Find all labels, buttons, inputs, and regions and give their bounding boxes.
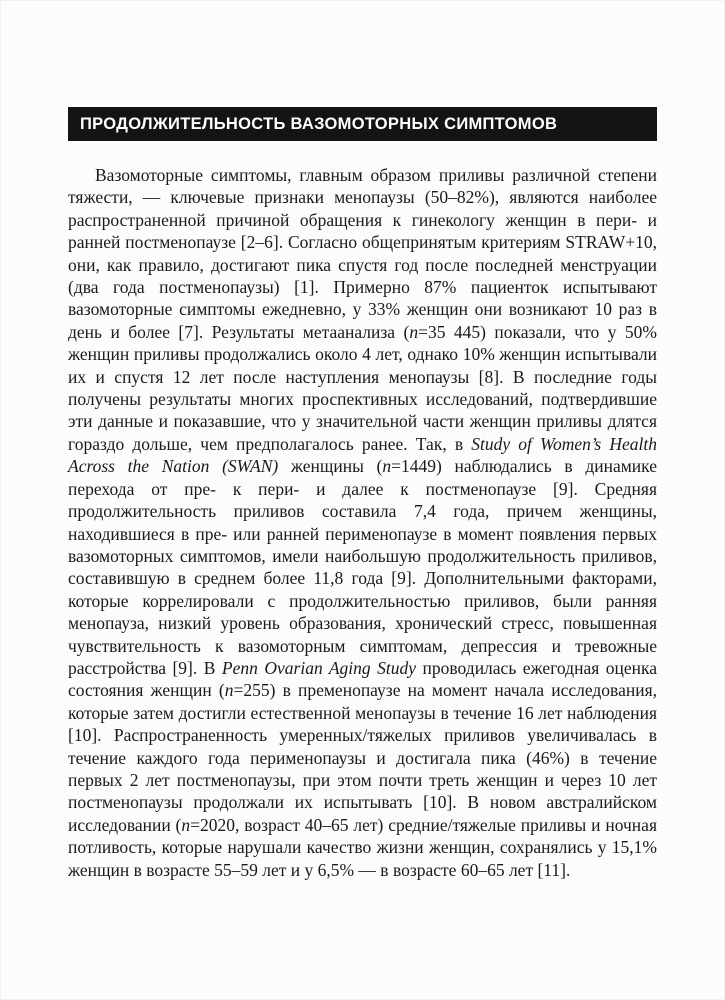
text-segment: =35 445) показали, что у 50% женщин приливы продолжались около 4 лет, однако 10% женщин испытывали их и спустя 12 лет после наступления менопаузы [8]. В последние годы получены результаты многих проспективных исследований, подтвердившие эти данные и показавшие, что у значительной части женщин приливы длятся гораздо дольше, чем предполагалось ранее. Так, в (68, 321, 657, 454)
italic-text-segment: n (409, 321, 419, 342)
italic-text-segment: n (224, 680, 234, 701)
text-segment: Вазомоторные симптомы, главным образом приливы различной степени тяжести, — ключевые признаки менопаузы (50–82%), являются наиболее распространенной причиной обращения к гинекологу женщин в пери- и ранней постменопаузе [2–6]. Согласно общепринятым критериям STRAW+10, они, как правило, достигают пика спустя год после последней менструации (два года постменопаузы) [1]. Примерно 87% пациенток испытывают вазомоторные симптомы ежедневно, у 33% женщин они возникают 10 раз в день и более [7]. Результаты метаанализа ( (68, 165, 657, 342)
text-segment: женщины ( (278, 456, 383, 477)
text-segment: =1449) наблюдались в динамике перехода от пре- к пери- и далее к постменопаузе [9]. Средняя продолжительность приливов составила 7,4 года, причем женщины, находившиеся в пре- или ранней перименопаузе в момент появления первых вазомоторных симптомов, имели наибольшую продолжительность приливов, составившую в среднем более 11,8 года [9]. Дополнительными факторами, которые коррелировали с продолжительностью приливов, были ранняя менопауза, низкий уровень образования, хронический стресс, повышенная чувствительность к вазомоторным симптомам, депрессия и тревожные расстройства [9]. В (68, 456, 657, 678)
italic-text-segment: Penn Ovarian Aging Study (221, 657, 417, 678)
italic-text-segment: n (382, 456, 392, 477)
text-segment: =255) в пременопаузе на момент начала исследования, которые затем достигли естественной менопаузы в течение 16 лет наблюдения [10]. Распространенность умеренных/тяжелых приливов увеличивалась в течение каждого года перименопаузы и достигала пика (46%) в течение первых 2 лет постменопаузы, при этом почти треть женщин и через 10 лет постменопаузы продолжали их испытывать [10]. В новом австралийском исследовании ( (68, 680, 657, 835)
text-segment: проводилась ежегодная оценка состояния женщин ( (68, 657, 658, 701)
italic-text-segment: n (181, 814, 191, 835)
text-segment: =2020, возраст 40–65 лет) средние/тяжелые приливы и ночная потливость, которые нарушали качество жизни женщин, сохранялись у 15,1% женщин в возрасте 55–59 лет и у 6,5% — в возрасте 60–65 лет [11]. (68, 814, 657, 880)
italic-text-segment: Study of Women’s Health Across the Nation (SWAN) (68, 433, 657, 477)
body-paragraph (68, 164, 657, 881)
section-heading-bar (68, 107, 657, 141)
section-title: ПРОДОЛЖИТЕЛЬНОСТЬ ВАЗОМОТОРНЫХ СИМПТОМОВ (80, 114, 558, 133)
